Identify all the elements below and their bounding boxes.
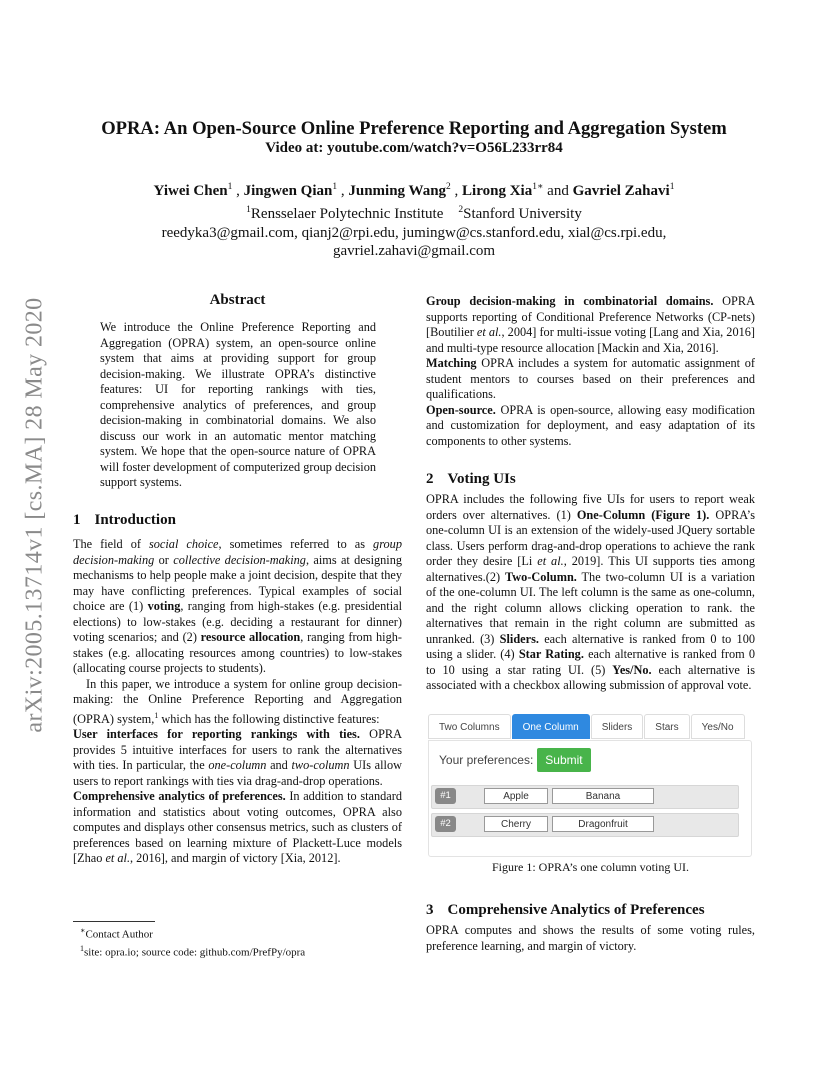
tab-one-column[interactable]: One Column <box>512 714 590 739</box>
submit-button[interactable]: Submit <box>537 748 590 772</box>
section-3-number: 3 <box>426 902 434 918</box>
section-2-heading <box>426 471 755 488</box>
author-and: and <box>543 183 573 199</box>
affiliation-mark: 1 <box>246 205 251 215</box>
author-affiliation-mark: 1∗ <box>532 182 544 192</box>
intro-paragraph-1: The field of social choice, sometimes referred to as group decision-making or collective decision-making, aims at designing mechanisms to help people make a joint decision, despite that they may have conflicting preferences. Typical examples of social choice are (1) voting, ranging from high-stakes (e.g. presidential elections) to low-stakes (e.g. deciding a restaurant for dinner) voting scenarios; and (2) resource allocation, ranging from high-stakes (e.g. allocating resources among countries) to low-stakes (allocating course projects to students). <box>73 537 403 675</box>
tab-sliders[interactable]: Sliders <box>591 714 644 739</box>
affiliation-mark: 2 <box>458 205 464 215</box>
intro-paragraph-2: In this paper, we introduce a system for online group decision-making: the Online Preference Reporting and Aggregation (OPRA) system,$^1$ which has the following distinctive features: <box>73 676 402 726</box>
alternative-card[interactable]: Dragonfruit <box>552 816 654 832</box>
section-3-heading <box>426 902 755 919</box>
author-name: Yiwei Chen <box>153 183 228 199</box>
alternative-card[interactable]: Banana <box>552 788 654 804</box>
author-separator: , <box>337 183 349 199</box>
emails <box>0 225 828 260</box>
section-2-number: 2 <box>426 471 434 487</box>
voting-paragraph-1: OPRA includes the following five UIs for users to report weak orders over alternatives. (1) One-Column (Figure 1). OPRA’s one-column UI is an extension of the widely-used JQuery sortable class. Users perform drag-and-drop operations to achieve the rank order they desire [Li et al., 2019]. This UI supports ties among alternatives.(2) Two-Column. The two-column UI is a variation of the one-column UI. The left column is the same as one-column, and the right column allows clicking operation to rank. the alternatives that remain in the right column are submitted as unranked. (3) Sliders. each alternative is ranked from 0 to 100 using a slider. (4) Star Rating. each alternative is ranked from 0 to 10 using a star rating UI. (5) Yes/No. each alternative is associated with a checkbox allowing submission of approval vote. <box>426 492 756 692</box>
author-name: Junming Wang <box>348 183 447 199</box>
combinatorial-paragraph: Group decision-making in combinatorial domains. OPRA supports reporting of Conditional Preference Networks (CP-nets) [Boutilier et al., 2004] for multi-issue voting [Lang and Xia, 2016] and multi-type resource allocation [Mackin and Xia, 2016]. <box>426 294 755 355</box>
rank-badge: #2 <box>435 816 456 832</box>
rank-row[interactable] <box>431 785 739 809</box>
figure-1-caption: Figure 1: OPRA’s one column voting UI. <box>492 860 689 874</box>
abstract-text: We introduce the Online Preference Reporting and Aggregation (OPRA) system, an open-source online system that aims at providing support for group decision-making. We illustrate OPRA’s distinctive features: UI for reporting rankings with ties, comprehensive analytics of preferences, and group decision-making in combinatorial domains. We also discuss our work in an automatic mentor matching system. We hope that the open-source nature of OPRA will foster development of computerized group decision support systems. <box>100 320 376 489</box>
open-source-paragraph: Open-source. OPRA is open-source, allowing easy modification and customization for deployment, and easy adaptation of its components to other systems. <box>426 402 755 448</box>
author-affiliation-mark: 2 <box>446 182 451 192</box>
right-column-intro-cont <box>426 294 755 449</box>
alternative-card[interactable]: Cherry <box>484 816 548 832</box>
footnote-contact: ∗Contact Author <box>80 926 153 941</box>
section-3-body <box>426 923 755 954</box>
tab-yes-no[interactable]: Yes/No <box>691 714 745 739</box>
voting-panel <box>428 740 752 857</box>
section-1-body <box>73 537 402 867</box>
footnote-site: $^1$site: opra.io; source code: github.com/PrefPy/opra <box>80 943 306 959</box>
affiliations <box>0 205 828 223</box>
preferences-label: Your preferences: <box>439 753 534 767</box>
analytics-paragraph-1: OPRA computes and shows the results of some voting rules, preference learning, and margin of victory. <box>426 923 755 953</box>
section-3-title: Comprehensive Analytics of Preferences <box>447 902 705 918</box>
author-affiliation-mark: 1 <box>227 182 233 192</box>
author-name: Gavriel Zahavi <box>572 183 670 199</box>
video-link[interactable]: Video at: youtube.com/watch?v=O56L233rr84 <box>265 140 563 156</box>
section-1-heading <box>73 512 402 529</box>
rank-badge: #1 <box>435 788 456 804</box>
intro-paragraph-4: Comprehensive analytics of preferences. In addition to standard information and statistics about voting outcomes, OPRA also computes and displays other consensus metrics, such as clusters of preferences based on learning mixture of Plackett-Luce models [Zhao et al., 2016], and margin of victory [Xia, 2012]. <box>73 789 402 866</box>
author-affiliation-mark: 1 <box>332 182 338 192</box>
author-name: Lirong Xia <box>462 183 533 199</box>
section-1-number: 1 <box>73 512 81 528</box>
alternative-card[interactable]: Apple <box>484 788 548 804</box>
tab-stars[interactable]: Stars <box>644 714 689 739</box>
section-2-title: Voting UIs <box>447 471 516 487</box>
intro-paragraph-3: User interfaces for reporting rankings with ties. OPRA provides 5 intuitive interfaces for users to rank the alternatives with ties. In particular, the one-column and two-column UIs allow users to report rankings with ties via drag-and-drop operations. <box>73 727 403 788</box>
arxiv-id: arXiv:2005.13714v1 [cs.MA] 28 May 2020 <box>21 297 48 733</box>
emails-line-2: gavriel.zahavi@gmail.com <box>332 242 496 259</box>
author-list <box>0 181 828 200</box>
preferences-row <box>439 748 591 772</box>
voting-ui-tabs <box>428 714 746 740</box>
matching-paragraph: Matching OPRA includes a system for automatic assignment of student mentors to courses based on their preferences and qualifications. <box>426 356 755 401</box>
author-affiliation-mark: 1 <box>669 182 675 192</box>
emails-line-1: reedyka3@gmail.com, qianj2@rpi.edu, jumingw@cs.stanford.edu, xial@cs.rpi.edu, <box>161 225 667 241</box>
affiliation-name: Rensselaer Polytechnic Institute <box>250 206 444 222</box>
rank-row[interactable] <box>431 813 739 837</box>
abstract-heading: Abstract <box>209 292 266 308</box>
paper-title: OPRA: An Open-Source Online Preference Reporting and Aggregation System <box>101 118 727 139</box>
section-2-body <box>426 492 755 694</box>
author-separator: , <box>232 183 244 199</box>
arxiv-stamp <box>0 0 60 1072</box>
author-name: Jingwen Qian <box>243 183 333 199</box>
footnotes <box>80 924 305 959</box>
author-separator: , <box>450 183 463 199</box>
tab-two-columns[interactable]: Two Columns <box>428 714 511 739</box>
figure-1-voting-ui <box>426 712 756 857</box>
affiliation-name: Stanford University <box>463 206 582 222</box>
footnote-rule <box>73 921 155 922</box>
section-1-title: Introduction <box>94 512 176 528</box>
